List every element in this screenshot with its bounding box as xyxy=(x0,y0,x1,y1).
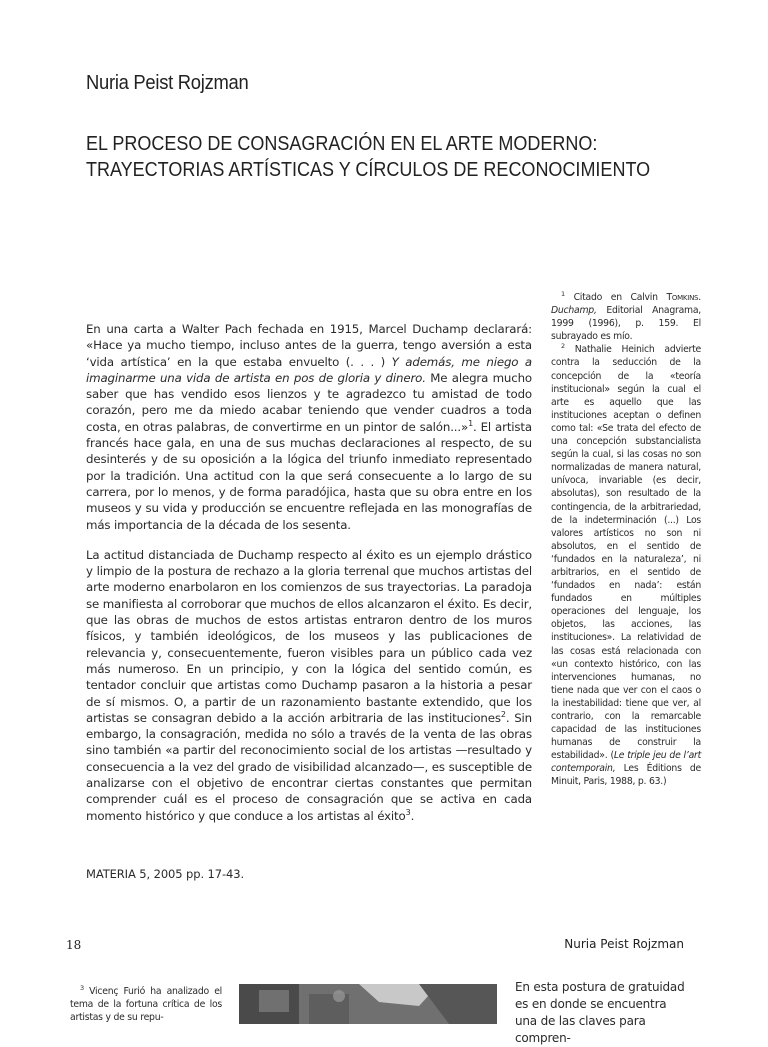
footnote-1-author: Tomkins xyxy=(666,292,699,303)
paragraph-2-text-a: La actitud distanciada de Duchamp respecto al éxito es un ejemplo drástico y limpio de la postura de rechazo a la gloria terrenal que muchos artistas del arte moderno enarbolaron en los comienzos de sus trayectorias. La paradoja se manifiesta al corroborar que muchos de ellos alcanzaron el éxito. Es decir, que las obras de muchos de estos artistas entraron dentro de los muros físicos, y también ideológicos, de los museos y las publicaciones de relevancia y, consecuentemente, fueron visibles para un público cada vez más numeroso. En un principio, y con la lógica del sentido común, es tentador concluir que artistas como Duchamp pasaron a la historia a pesar de sí mismos. O, a partir de un razonamiento bastante extendido, que los artistas se consagran debido a la acción arbitraria de las instituciones xyxy=(86,547,532,725)
title-line-2: TRAYECTORIAS ARTÍSTICAS Y CÍRCULOS DE RECONOCIMIENTO xyxy=(86,159,651,181)
footnote-1-dot: . xyxy=(698,292,701,303)
footnote-2-publisher: Les Éditions de Minuit, Paris, 1988, p. 63.) xyxy=(551,763,701,788)
photograph xyxy=(239,984,497,1024)
paragraph-2-end: . xyxy=(410,808,415,823)
footnote-ref-1: 1 xyxy=(468,418,474,428)
footnote-ref-2: 2 xyxy=(500,709,506,719)
paragraph-1-text-c: . El artista francés hace gala, en una de sus muchas declaraciones al respecto, de su desinterés y de su oposición a la lógica del triunfo inmediato representado por la tradición. Una actitud con la que será consecuente a lo largo de su carrera, por lo menos, y de forma paradójica, hasta que su obra entre en los museos y su vida y producción se encuentre reflejada en las monografías de más importancia de la década de los sesenta. xyxy=(86,419,532,532)
journal-citation: MATERIA 5, 2005 pp. 17-43. xyxy=(86,867,245,881)
footnote-ref-3: 3 xyxy=(405,807,411,817)
footnote-1-number: 1 xyxy=(561,289,565,298)
footnote-3-text: Vicenç Furió ha analizado el tema de la fortuna crítica de los artistas y de su repu- xyxy=(70,986,222,1023)
paragraph-1-italic: Y además, me niego a imaginarme una vida de artista en pos de gloria y dinero. xyxy=(86,354,532,385)
paragraph-1-text-b: Me alegra mucho saber que has vendido esos lienzos y te agradezco tu amistad de todo corazón, pero me da miedo acabar teniendo que vender cuadros a toda costa, en otras palabras, de convertirme en un pintor de salón...» xyxy=(86,370,532,434)
footnote-2 xyxy=(551,343,701,788)
sidenotes xyxy=(551,291,701,789)
article-title xyxy=(86,131,671,183)
footnote-2-number: 2 xyxy=(561,342,565,351)
footnote-3-paragraph xyxy=(70,985,222,1024)
footnote-1-text: Citado en Calvin xyxy=(573,292,658,303)
paragraph-1-text-a: En una carta a Walter Pach fechada en 1915, Marcel Duchamp declarará: «Hace ya mucho tiempo, incluso antes de la guerra, tengo aversión a esta ‘vida artística’ en la que estaba envuelto (. . . ) xyxy=(86,322,532,369)
paragraph-2 xyxy=(86,547,532,824)
footnote-3 xyxy=(70,985,222,1024)
title-line-1: EL PROCESO DE CONSAGRACIÓN EN EL ARTE MODERNO: xyxy=(86,133,598,155)
next-page-column: En esta postura de gratuidad es en donde se encuentra una de las claves para compren- xyxy=(515,980,685,1045)
body-text xyxy=(86,321,532,838)
footnote-1-publisher: Editorial Anagrama, 1999 (1996), p. 159. El subrayado es mío. xyxy=(551,305,701,343)
paragraph-1 xyxy=(86,321,532,533)
photograph-image xyxy=(239,984,497,1024)
page-number: 18 xyxy=(66,938,82,952)
footnote-3-number: 3 xyxy=(80,983,84,992)
footnote-2-work: Le triple jeu de l’art contemporain, xyxy=(551,750,701,775)
article-author: Nuria Peist Rojzman xyxy=(86,72,249,94)
footnote-2-text: Nathalie Heinich advierte contra la seducción de la concepción de la «teoría institucional» según la cual el arte es aquello que las instituciones aceptan o definen como tal: «Se trata del efecto de una concepción substancialista según la cual, si las cosas no son normalizadas de manera natural, unívoca, invariable (es decir, absolutas), son resultado de la contingencia, de la arbitrariedad, de la indeterminación (...) Los valores artísticos no son ni absolutos, en el sentido de ‘fundados en la naturaleza’, ni arbitrarios, en el sentido de ‘fundados en nada’: están fundados en múltiples operaciones del lenguaje, los objetos, las acciones, las instituciones». La relatividad de las cosas está relacionada con «un contexto histórico, con las intervenciones humanas, no tiene nada que ver con el caos o la inestabilidad: tiene que ver, al contrario, con la remarcable capacidad de las instituciones humanas de construir la estabilidad». ( xyxy=(551,344,701,762)
paragraph-2-text-b: . Sin embargo, la consagración, medida no sólo a través de la venta de las obras sino también «a partir del reconocimiento social de los artistas —resultado y consecuencia a la vez del grado de visibilidad alcanzado—, es susceptible de analizarse con el objetivo de encontrar ciertas constantes que permitan comprender cuál es el proceso de consagración que se activa en cada momento histórico y que conduce a los artistas al éxito xyxy=(86,710,533,823)
running-header-author: Nuria Peist Rojzman xyxy=(564,937,684,951)
footnote-1 xyxy=(551,291,701,343)
footnote-1-work: Duchamp, xyxy=(551,305,597,317)
